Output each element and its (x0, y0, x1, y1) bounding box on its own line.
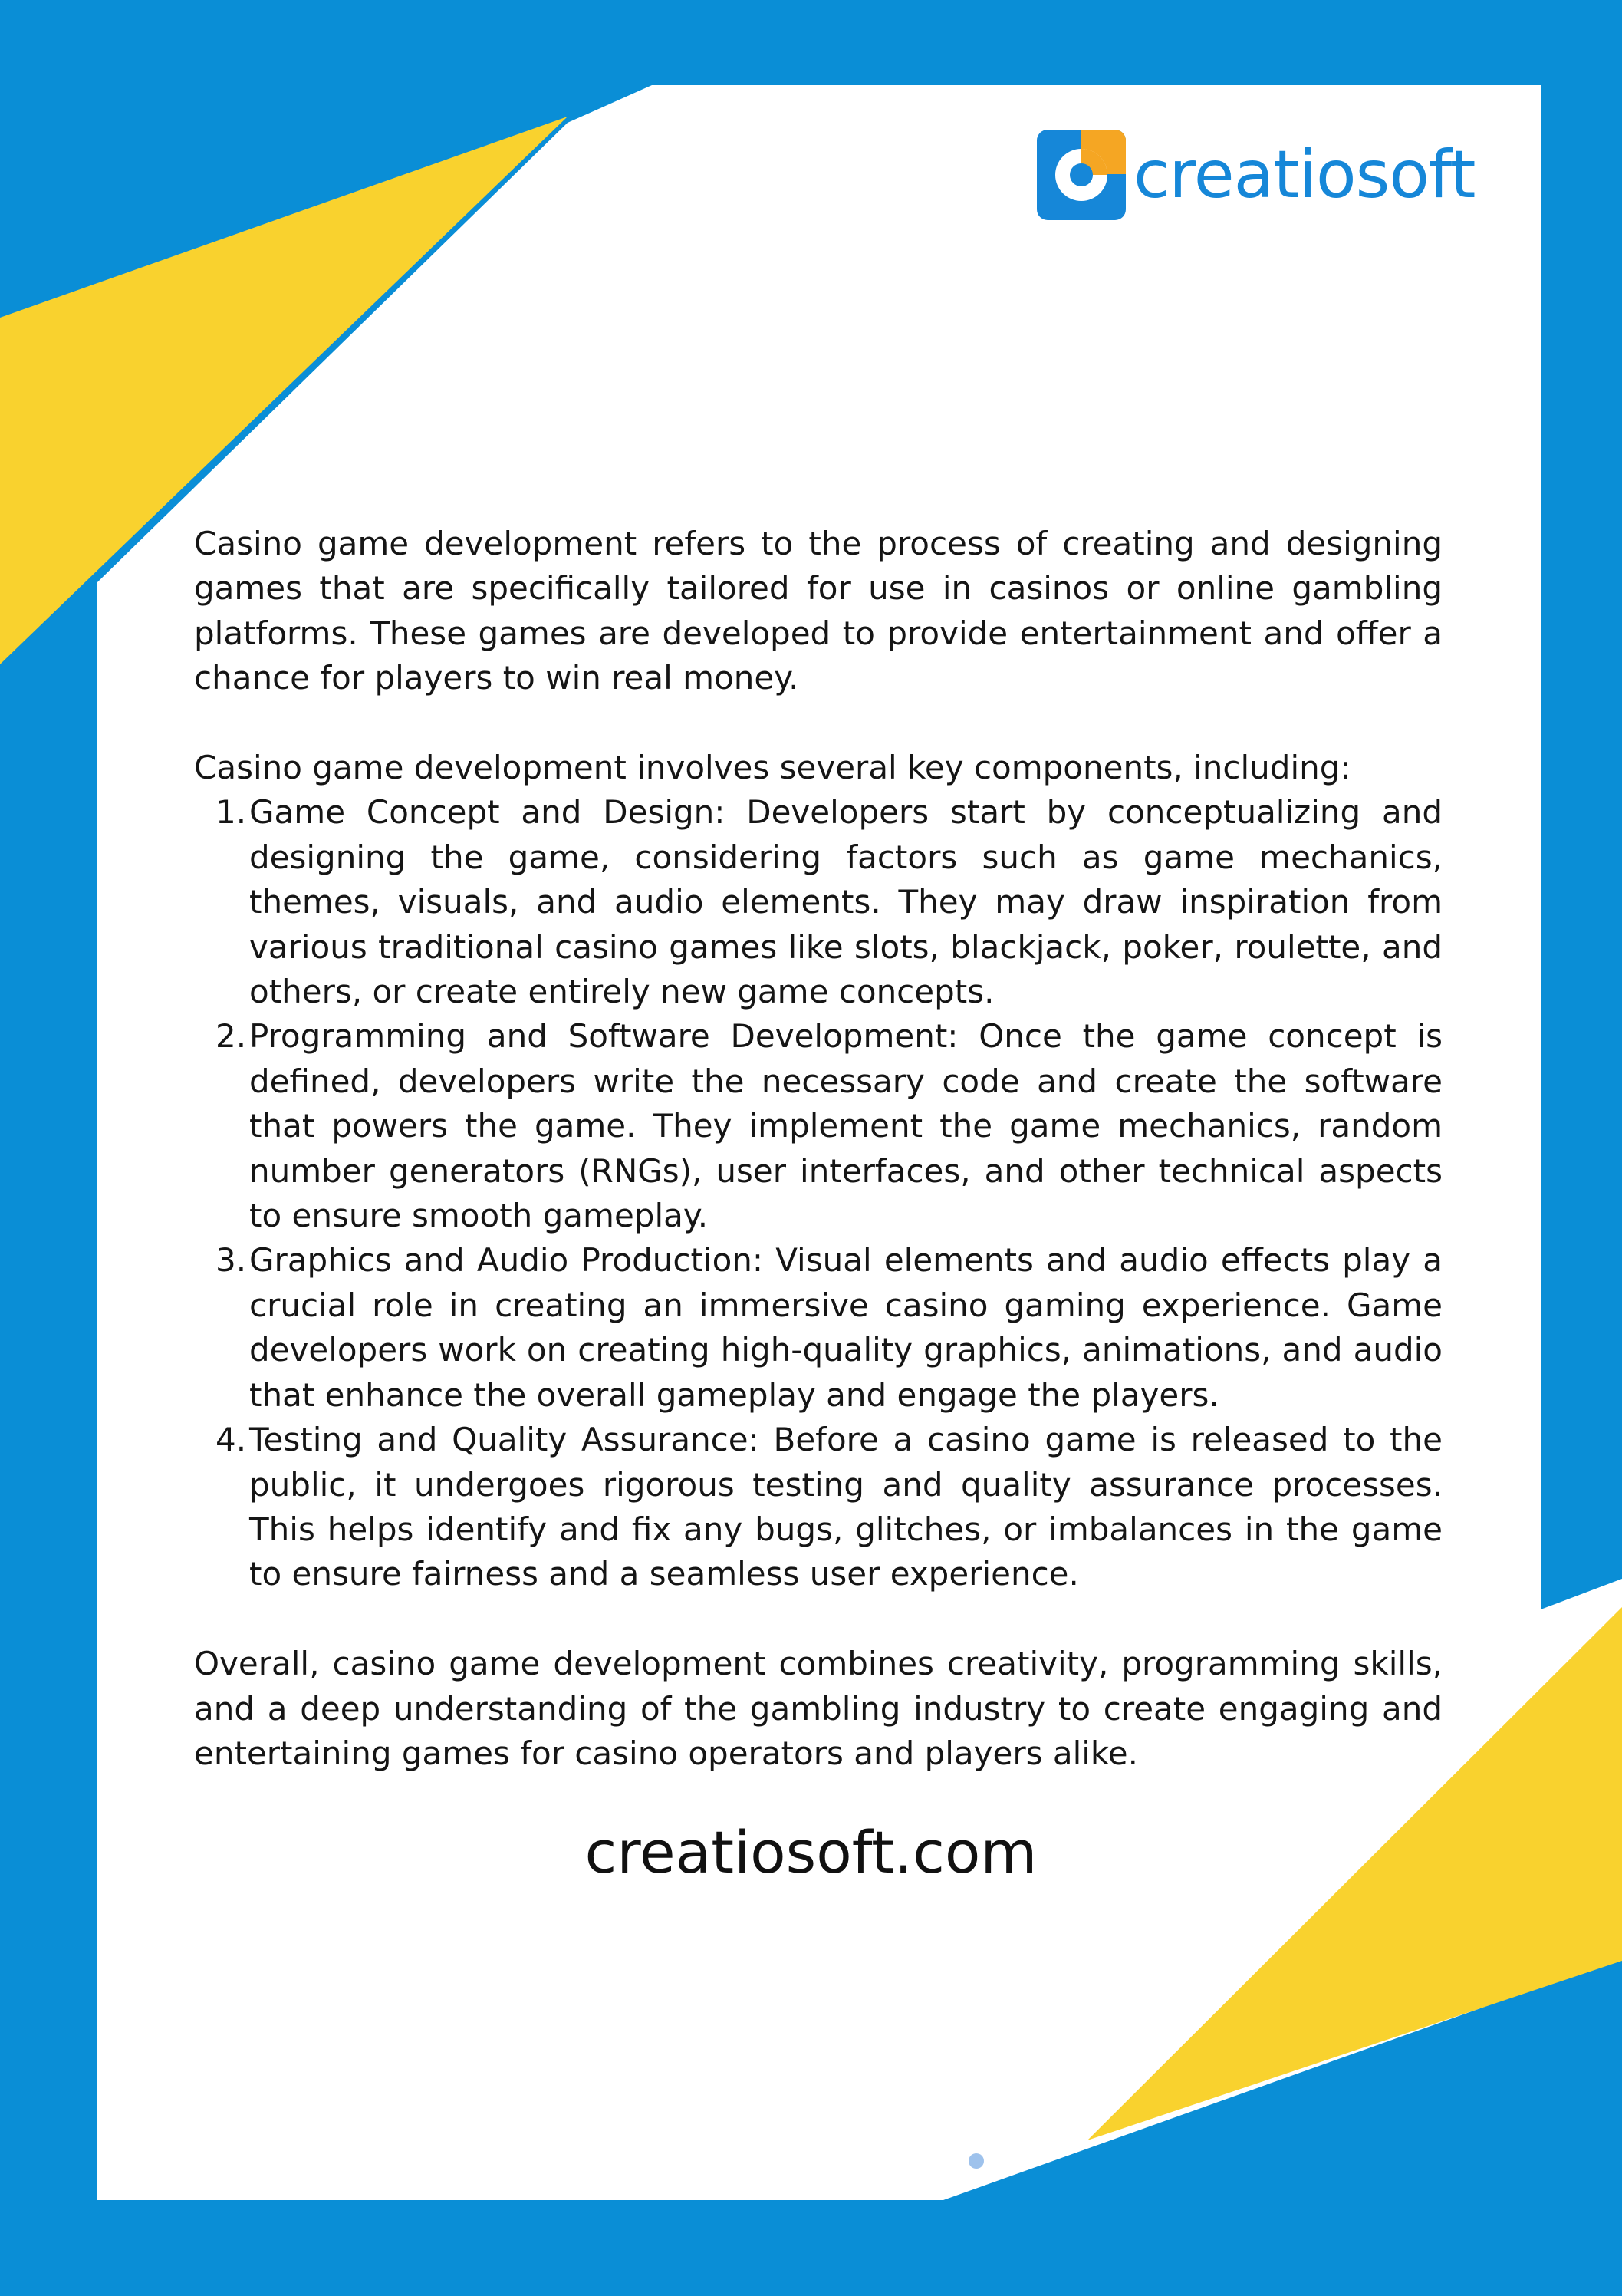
list-item: 2. Programming and Software Development: Once the game concept is defined, developers write the necessary code and create the software that powers the game. They implement the game mechanics, random number generators (RNGs), user interfaces, and other technical aspects to ensure smooth gameplay. (215, 1017, 1443, 1235)
website-link[interactable]: creatiosoft.com (584, 1818, 1038, 1886)
creatiosoft-logo-icon (1037, 130, 1126, 220)
intro-paragraph: Casino game development refers to the process of creating and designing games that are specifically tailored for use in casinos or online gambling platforms. These games are developed to provide entertainment and offer a chance for players to win real money. (194, 525, 1443, 697)
components-lead: Casino game development involves several key components, including: (194, 749, 1351, 787)
page-indicator-dot (969, 2153, 984, 2169)
conclusion-paragraph: Overall, casino game development combines creativity, programming skills, and a deep understanding of the gambling industry to create engaging and entertaining games for casino operators and players alike. (194, 1645, 1443, 1772)
list-item: 3. Graphics and Audio Production: Visual elements and audio effects play a crucial role in creating an immersive casino gaming experience. Game developers work on creating high-quality graphics, animations, and audio that enhance the overall gameplay and engage the players. (215, 1241, 1443, 1414)
components-list (194, 790, 1443, 1596)
brand-logo (1037, 127, 1476, 222)
list-item: 1. Game Concept and Design: Developers start by conceptualizing and designing the game, considering factors such as game mechanics, themes, visuals, and audio elements. They may draw inspiration from various traditional casino games like slots, blackjack, poker, roulette, and others, or create entirely new game concepts. (215, 793, 1443, 1011)
list-item: 4. Testing and Quality Assurance: Before a casino game is released to the public, it undergoes rigorous testing and quality assurance processes. This helps identify and fix any bugs, glitches, or imbalances in the game to ensure fairness and a seamless user experience. (215, 1421, 1443, 1593)
document-body (194, 522, 1443, 1776)
logo-wordmark: creatiosoft (1133, 137, 1476, 213)
